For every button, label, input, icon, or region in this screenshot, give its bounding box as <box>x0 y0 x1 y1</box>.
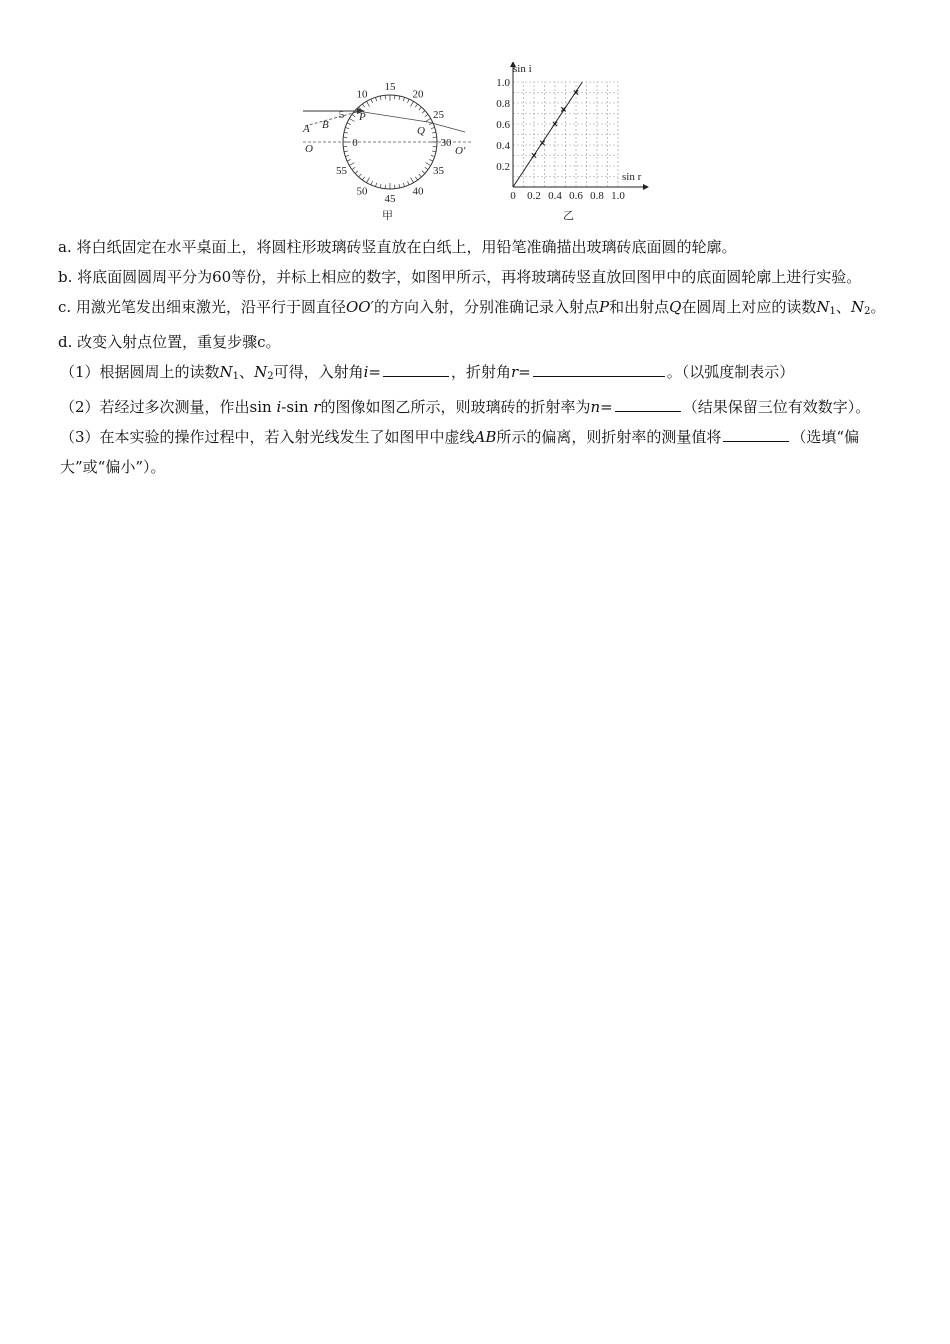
circle-tick <box>415 177 417 180</box>
circle-number: 20 <box>412 88 424 101</box>
question-3 <box>58 422 894 482</box>
q2-text5: （结果保留三位有效数字）。 <box>682 398 871 416</box>
q1-text7: 。（以弧度制表示） <box>666 363 795 381</box>
y-tick-label: 0.2 <box>496 161 510 173</box>
step-c <box>58 292 894 327</box>
circle-tick <box>425 114 428 116</box>
q3-text3: （选填“偏大”或“偏小”）。 <box>60 428 860 476</box>
answer-blank-4[interactable] <box>723 426 789 442</box>
circle-tick <box>429 159 433 161</box>
q1-text1: （1）根据圆周上的读数 <box>60 363 220 381</box>
circle-tick <box>422 111 425 114</box>
circle-tick <box>362 177 364 180</box>
step-c-text6: 。 <box>870 298 886 316</box>
circle-tick <box>367 178 370 183</box>
step-c-text1: c. 用激光笔发出细束激光，沿平行于圆直径 <box>58 298 346 316</box>
circle-number: 10 <box>356 88 368 101</box>
circle-tick <box>344 151 348 152</box>
x-tick-label: 1.0 <box>611 190 625 202</box>
q1-text5: ，折射角 <box>450 363 511 381</box>
answer-blank-3[interactable] <box>615 396 681 412</box>
circle-number: 50 <box>356 185 368 198</box>
q3-text1: （3）在本实验的操作过程中，若入射光线发生了如图甲中虚线 <box>60 428 475 446</box>
circle-tick <box>355 171 358 174</box>
circle-tick <box>407 181 409 185</box>
circle-tick <box>411 101 414 106</box>
circle-tick <box>419 107 422 110</box>
answer-blank-2[interactable] <box>533 361 665 377</box>
q2-r: r <box>313 398 321 416</box>
label-q: Q <box>417 125 425 137</box>
step-c-text4: 在圆周上对应的读数 <box>681 298 817 316</box>
q1-eq1: = <box>368 363 381 381</box>
q2-n: n <box>590 398 601 416</box>
x-tick-label: 0.8 <box>590 190 604 202</box>
label-a: A <box>303 123 310 135</box>
circle-tick <box>399 96 400 100</box>
x-tick-label: 0.6 <box>569 190 583 202</box>
q2-text2: -sin <box>281 398 314 416</box>
x-tick-label: 0 <box>510 190 516 202</box>
circle-tick <box>344 132 348 133</box>
q1-n1: N <box>219 363 233 381</box>
figures-area <box>295 62 665 232</box>
circle-numbers <box>336 81 452 205</box>
circle-tick <box>426 163 431 166</box>
circle-tick <box>367 101 370 106</box>
step-c-n2: N <box>850 298 865 316</box>
circle-tick <box>432 132 436 133</box>
data-point <box>540 141 544 145</box>
circle-tick <box>426 119 431 122</box>
exit-ray <box>428 122 465 132</box>
circle-number: 35 <box>432 165 444 177</box>
circle-number: 0 <box>352 137 358 149</box>
circle-tick <box>380 184 381 188</box>
label-o-prime: O′ <box>455 145 466 157</box>
y-tick-label: 0.4 <box>496 140 510 152</box>
circle-diagram <box>295 62 480 227</box>
step-c-text2: 的方向入射，分别准确记录入射点 <box>373 298 599 316</box>
circle-tick <box>403 97 404 101</box>
circle-tick <box>407 99 409 103</box>
label-b: B <box>322 119 329 131</box>
circle-tick <box>432 151 436 152</box>
y-tick-label: 0.8 <box>496 98 510 110</box>
q1-r: r <box>510 363 519 381</box>
circle-tick <box>403 183 404 187</box>
q1-eq2: = <box>518 363 531 381</box>
step-c-text3: 和出射点 <box>609 298 670 316</box>
q3-text2: 所示的偏离，则折射率的测量值将 <box>496 428 722 446</box>
step-c-q: Q <box>669 298 682 316</box>
x-axis-arrow <box>643 184 649 190</box>
caption-right: 乙 <box>563 210 574 222</box>
circle-tick <box>345 127 349 128</box>
x-tick-label: 0.4 <box>548 190 562 202</box>
circle-tick <box>375 97 376 101</box>
circle-tick <box>431 155 435 156</box>
q1-n2: N <box>254 363 268 381</box>
circle-tick <box>399 184 400 188</box>
circle-tick <box>345 155 349 156</box>
x-axis-label: sin r <box>622 171 642 183</box>
chart-sin <box>485 62 665 227</box>
circle-tick <box>349 163 354 166</box>
refracted-ray <box>357 111 428 122</box>
step-c-text5: 、 <box>835 298 851 316</box>
q2-eq: = <box>600 398 613 416</box>
answer-blank-1[interactable] <box>383 361 449 377</box>
circle-tick <box>431 127 435 128</box>
circle-tick <box>371 99 373 103</box>
q1-sub2: 2 <box>267 371 274 382</box>
circle-tick <box>352 167 355 169</box>
label-p: P <box>359 111 366 123</box>
q2-text3: 的图像如图乙所示，则玻璃砖的折射率为 <box>320 398 591 416</box>
circle-tick <box>362 104 364 107</box>
step-c-oo: OO′ <box>345 298 374 316</box>
circle-tick <box>347 159 351 161</box>
x-tick-label: 0.2 <box>527 190 541 202</box>
circle-tick <box>380 96 381 100</box>
q2-i: i <box>276 398 282 416</box>
question-1 <box>58 357 894 392</box>
circle-tick <box>375 183 376 187</box>
q1-text2: 、 <box>239 363 255 381</box>
step-c-n1: N <box>816 298 830 316</box>
circle-number: 45 <box>384 193 396 205</box>
circle-tick <box>425 167 428 169</box>
circle-tick <box>415 104 417 107</box>
chart-grid <box>513 82 618 187</box>
question-2 <box>58 392 894 422</box>
y-axis-label: sin i <box>513 63 532 75</box>
circle-tick <box>419 174 422 177</box>
circle-number: 25 <box>432 109 444 121</box>
circle-tick <box>359 174 362 177</box>
circle-number: 15 <box>384 81 396 93</box>
q1-text3: 可得，入射角 <box>273 363 364 381</box>
circle-tick <box>352 114 355 116</box>
step-c-p: P <box>598 298 610 316</box>
q1-i: i <box>363 363 369 381</box>
y-tick-label: 1.0 <box>496 77 510 89</box>
step-b: b. 将底面圆圆周平分为60等份，并标上相应的数字，如图甲所示，再将玻璃砖竖直放回图甲中的底面圆轮廓上进行实验。 <box>58 268 862 286</box>
label-o: O <box>305 143 313 155</box>
step-c-sub1: 1 <box>829 306 836 317</box>
caption-left: 甲 <box>382 210 393 222</box>
circle-tick <box>422 171 425 174</box>
circle-number: 30 <box>440 137 452 149</box>
step-c-sub2: 2 <box>864 306 871 317</box>
circle-number: 40 <box>412 185 424 198</box>
step-d: d. 改变入射点位置，重复步骤c。 <box>58 333 281 351</box>
circle-tick <box>411 178 414 183</box>
step-a: a. 将白纸固定在水平桌面上，将圆柱形玻璃砖竖直放在白纸上，用铅笔准确描出玻璃砖底面圆的轮廓。 <box>58 238 737 256</box>
q2-text1: （2）若经过多次测量，作出sin <box>60 398 277 416</box>
y-tick-label: 0.6 <box>496 119 510 131</box>
circle-tick <box>371 181 373 185</box>
q3-ab: AB <box>474 428 497 446</box>
circle-number: 5 <box>338 109 345 121</box>
circle-number: 55 <box>336 165 348 177</box>
circle-tick <box>347 123 351 125</box>
circle-tick <box>349 119 354 122</box>
q1-sub1: 1 <box>232 371 240 382</box>
question-body <box>58 232 894 482</box>
